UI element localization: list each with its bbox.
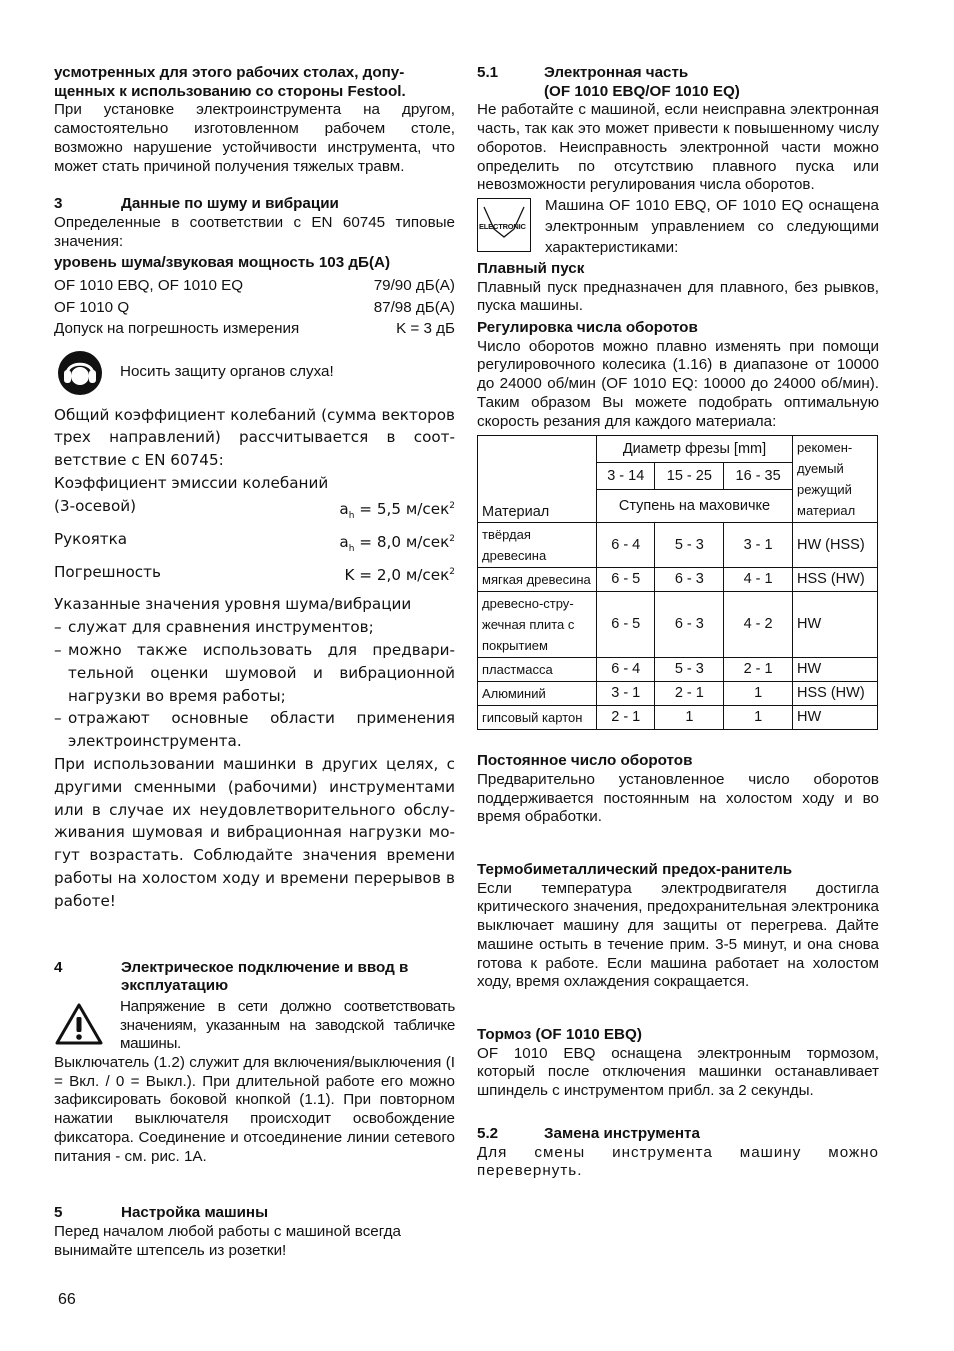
intro-text: При установке электроинструмента на другом, самостоятельно изготовленном рабочем столе, возможно нарушение устойчивости инструмента, что может стать причиной получения тяжелых травм. [54,101,455,175]
step-cell: 6 - 5 [597,592,655,658]
vibration-row [54,495,455,528]
vibration-value: K = 2,0 м/сек$^2$ [344,565,455,584]
electronic-label: ELECTRONIC [479,221,526,231]
tool-material-cell: HW (HSS) [793,523,878,568]
step-cell: 6 - 3 [655,568,724,592]
step-cell: 2 - 1 [597,706,655,730]
section-title: Электронная часть [544,64,689,81]
table-row [478,706,878,730]
left-column [54,64,455,1260]
recommended-header: рекомендуемый режущий материал [793,436,878,523]
electronics-text: Не работайте с машиной, если неисправна электронная часть, так как это может привести к повышенному числу оборотов. Неисправность электронной части можно определить по отсутствию плавного пуска или невозможности регулирования числа оборотов. [477,101,879,194]
diameter-header: Диаметр фрезы [mm] [597,436,793,463]
section-number: 4 [54,958,63,976]
electronic-note [477,195,879,258]
section-title: Замена инструмента [544,1124,700,1142]
setup-text: Перед началом любой работы с машиной всегда вынимайте штепсель из розетки! [54,1222,401,1259]
vibration-label: Погрешность [54,562,161,581]
table-row [478,568,878,592]
table-row [478,523,878,568]
material-cell: древесно-стружечная плита с покрытием [478,592,597,658]
soft-start-text: Плавный пуск предназначен для плавного, без рывков, пуска машины. [477,278,879,315]
step-cell: 1 [724,706,793,730]
right-column [477,64,879,1181]
section-number: 5.1 [477,64,499,81]
noise-label: Допуск на погрешность измерения [54,320,300,338]
diameter-cell: 16 - 35 [724,463,793,490]
noise-row [54,297,455,319]
emission-label: Коэффициент эмиссии колебаний [54,473,329,492]
hearing-protection-note [54,350,455,396]
section-subtitle: (OF 1010 EBQ/OF 1010 EQ) [544,82,740,100]
speed-table [477,435,878,730]
step-cell: 1 [655,706,724,730]
noise-value: 87/98 дБ(A) [373,298,455,316]
thermo-title: Термобиметаллический предох-ранитель [477,861,793,879]
hearing-note-text: Носить защиту органов слуха! [120,363,334,381]
values-intro: Указанные значения уровня шума/вибрации [54,595,412,614]
step-cell: 6 - 5 [597,568,655,592]
speed-title: Регулировка числа оборотов [477,319,698,337]
section-4-heading [54,959,455,996]
list-item: – можно также использовать для предварительной оценки шумовой и вибрационной нагрузки во время работы; [54,640,455,705]
material-cell: мягкая древесина [478,568,597,592]
list-item: – отражают основные области применения электроинструмента. [54,709,455,751]
brake-text: OF 1010 EBQ оснащена электронным тормозом, который после отключения машинки останавливает шпиндель с инструментом прибл. за 2 секунды. [477,1044,879,1100]
section-5-1-heading [477,64,879,101]
warning-triangle-icon [54,1002,104,1046]
vibration-label: (3-осевой) [54,496,137,515]
step-cell: 4 - 1 [724,568,793,592]
step-cell: 5 - 3 [655,523,724,568]
table-body [478,523,878,730]
table-row [478,592,878,658]
diameter-cell: 3 - 14 [597,463,655,490]
material-cell: пластмасса [478,658,597,682]
material-cell: Алюминий [478,682,597,706]
step-cell: 2 - 1 [724,658,793,682]
constant-text: Предварительно установленное число оборотов поддерживается постоянным на холостом ходу и во время обработки. [477,770,879,826]
step-cell: 3 - 1 [724,523,793,568]
step-cell: 6 - 3 [655,592,724,658]
step-cell: 6 - 4 [597,658,655,682]
intro-bold: усмотренных для этого рабочих столах, допущенных к использованию со стороны Festool. [54,64,406,100]
usage-list [54,616,455,753]
noise-table [54,275,455,340]
section-number: 3 [54,195,63,213]
section-title: Настройка машины [121,1204,269,1222]
noise-heading: уровень шума/звуковая мощность 103 дБ(A) [54,254,391,272]
voltage-warning [54,998,455,1054]
vibration-text: Общий коэффициент колебаний (сумма векторов трех направлений) рассчитывается в соответствие с EN 60745: [54,405,455,470]
tool-material-cell: HW [793,706,878,730]
table-row [478,682,878,706]
electronic-text: Машина OF 1010 EBQ, OF 1010 EQ оснащена электронным управлением со следующими характеристиками: [545,196,879,256]
noise-value: 79/90 дБ(A) [373,277,455,295]
vibration-row [54,528,455,561]
section-number: 5.2 [477,1124,499,1142]
tool-change-text: Для смены инструмента машину можно перевернуть. [477,1143,879,1180]
step-cell: 3 - 1 [597,682,655,706]
vibration-block [54,404,455,913]
section-number: 5 [54,1204,63,1222]
tool-material-cell: HSS (HW) [793,568,878,592]
thermo-text: Если температура электродвигателя достигла критического значения, предохранительная электроника выключает машину для защиты от перегрева. Дайте машине остыть в течение прим. 3-5 минут, и она снова готова к работе. Если машина работает на холостом ходу, время охлаждения сокращается. [477,879,879,991]
step-header: Ступень на маховичке [597,490,793,523]
section-5-heading [54,1204,455,1223]
vibration-row [54,561,455,594]
material-header-cell: Материал [478,436,597,523]
vibration-value: $a_h = 5,5$ м/сек$^2$ [339,499,455,521]
material-cell: гипсовый картон [478,706,597,730]
section-title: Данные по шуму и вибрации [121,195,339,213]
section-title: Электрическое подключение и ввод в эксплуатацию [121,958,409,995]
step-cell: 6 - 4 [597,523,655,568]
soft-start-title: Плавный пуск [477,259,585,277]
step-cell: 5 - 3 [655,658,724,682]
step-cell: 4 - 2 [724,592,793,658]
step-cell: 1 [724,682,793,706]
tool-material-cell: HSS (HW) [793,682,878,706]
step-cell: 2 - 1 [655,682,724,706]
noise-label: OF 1010 Q [54,298,130,316]
noise-row [54,275,455,297]
tool-material-cell: HW [793,592,878,658]
vibration-label: Рукоятка [54,529,128,548]
closing-text: При использовании машинки в других целях, с другими сменными (рабочими) инструментами или в случае их неудовлетворительного обслуживания шумовая и вибрационная нагрузки могут возрастать. Соблюдайте значения времени работы на холостом ходу и времени перерывов в работе! [54,754,455,910]
vibration-value: $a_h = 8,0$ м/сек$^2$ [339,532,455,554]
noise-value: K = 3 дБ [396,320,455,338]
brake-title: Тормоз (OF 1010 EBQ) [477,1025,642,1043]
constant-title: Постоянное число оборотов [477,752,693,770]
noise-row [54,318,455,340]
diameter-cell: 15 - 25 [655,463,724,490]
speed-text: Число оборотов можно плавно изменять при помощи регулировочного колесика (1.16) в диапазоне от 10000 до 24000 об/мин (OF 1010 EQ: 10000 до 24000 об/мин). Таким образом Вы можете подобрать оптимальную скорость резания для каждого материала: [477,337,879,430]
ear-protection-icon [54,350,106,396]
section-3-heading [54,195,455,214]
electronic-icon [477,198,531,252]
noise-intro: Определенные в соответствии с EN 60745 типовые значения: [54,213,455,250]
switch-text: Выключатель (1.2) служит для включения/выключения (I = Вкл. / 0 = Выкл.). При длительной работе его можно зафиксировать боковой кнопкой (1.1). При повторном нажатии выключателя происходит освобождение фиксатора. Соединение и отсоединение линии сетевого питания - см. рис. 1А. [54,1054,455,1165]
list-item: – служат для сравнения инструментов; [54,618,374,637]
table-row [478,658,878,682]
noise-label: OF 1010 EBQ, OF 1010 EQ [54,277,244,295]
tool-material-cell: HW [793,658,878,682]
section-5-2-heading [477,1125,879,1144]
page-number: 66 [58,1291,76,1308]
material-cell: твёрдая древесина [478,523,597,568]
vibration-values [54,495,455,594]
warning-text: Напряжение в сети должно соответствовать значениям, указанным на заводской табличке машины. [120,997,455,1053]
